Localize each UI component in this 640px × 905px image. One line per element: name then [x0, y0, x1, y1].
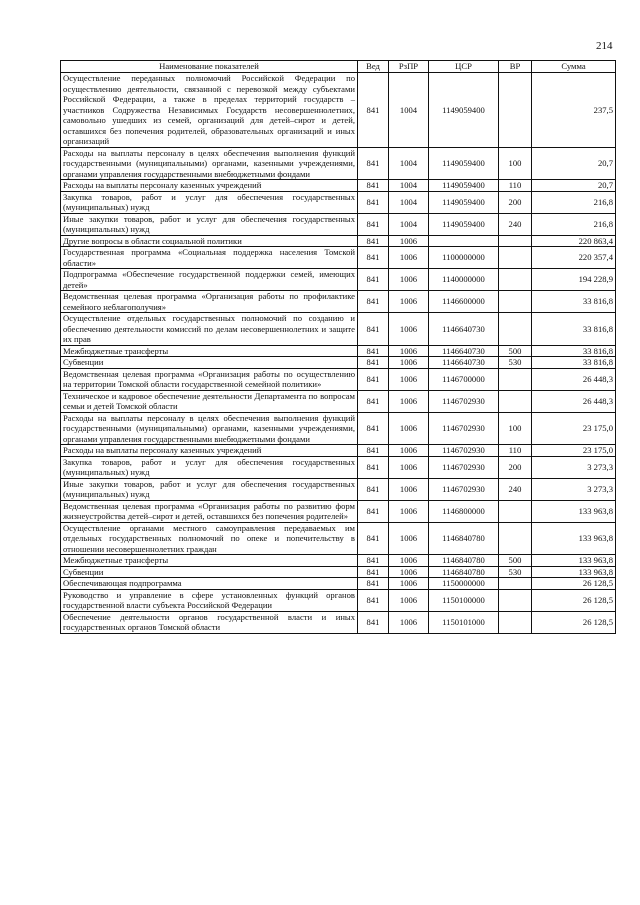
cell-rzpr: 1006 [389, 345, 429, 357]
cell-csr: 1146600000 [429, 291, 499, 313]
cell-csr: 1146840780 [429, 566, 499, 578]
cell-ved: 841 [358, 235, 389, 247]
header-ved: Вед [358, 61, 389, 73]
cell-rzpr: 1006 [389, 390, 429, 412]
cell-ved: 841 [358, 269, 389, 291]
cell-name: Субвенции [61, 357, 358, 369]
cell-ved: 841 [358, 522, 389, 555]
cell-sum: 26 448,3 [532, 390, 616, 412]
cell-name: Иные закупки товаров, работ и услуг для обеспечения государственных (муниципальных) нужд [61, 213, 358, 235]
cell-ved: 841 [358, 390, 389, 412]
cell-csr: 1149059400 [429, 191, 499, 213]
cell-sum: 220 863,4 [532, 235, 616, 247]
table-row [61, 291, 616, 313]
cell-csr [429, 235, 499, 247]
table-row [61, 73, 616, 148]
cell-ved: 841 [358, 191, 389, 213]
table-row [61, 555, 616, 567]
cell-sum: 3 273,3 [532, 478, 616, 500]
cell-rzpr: 1006 [389, 589, 429, 611]
cell-vr [499, 578, 532, 590]
cell-csr: 1149059400 [429, 147, 499, 180]
cell-ved: 841 [358, 589, 389, 611]
cell-name: Техническое и кадровое обеспечение деятельности Департамента по вопросам семьи и детей Томской области [61, 390, 358, 412]
cell-name: Ведомственная целевая программа «Организация работы по развитию форм жизнеустройства детей–сирот и детей, оставшихся без попечения родителей» [61, 500, 358, 522]
cell-sum: 26 128,5 [532, 578, 616, 590]
table-row [61, 522, 616, 555]
page-number: 214 [596, 40, 613, 52]
table-row [61, 412, 616, 445]
cell-rzpr: 1006 [389, 566, 429, 578]
header-name: Наименование показателей [61, 61, 358, 73]
cell-name: Субвенции [61, 566, 358, 578]
cell-vr [499, 313, 532, 346]
cell-csr: 1146702930 [429, 456, 499, 478]
cell-csr: 1100000000 [429, 247, 499, 269]
cell-rzpr: 1004 [389, 73, 429, 148]
cell-sum: 33 816,8 [532, 313, 616, 346]
cell-csr: 1146840780 [429, 555, 499, 567]
cell-name: Обеспечивающая подпрограмма [61, 578, 358, 590]
cell-rzpr: 1006 [389, 368, 429, 390]
cell-ved: 841 [358, 500, 389, 522]
header-rzpr: РзПР [389, 61, 429, 73]
cell-ved: 841 [358, 291, 389, 313]
cell-csr: 1149059400 [429, 73, 499, 148]
cell-csr: 1146702930 [429, 478, 499, 500]
cell-rzpr: 1004 [389, 147, 429, 180]
cell-csr: 1146840780 [429, 522, 499, 555]
table-header [61, 61, 616, 73]
cell-vr: 240 [499, 478, 532, 500]
cell-vr: 200 [499, 456, 532, 478]
table-row [61, 578, 616, 590]
cell-ved: 841 [358, 611, 389, 633]
cell-sum: 26 128,5 [532, 589, 616, 611]
cell-sum: 216,8 [532, 213, 616, 235]
cell-sum: 3 273,3 [532, 456, 616, 478]
cell-name: Закупка товаров, работ и услуг для обеспечения государственных (муниципальных) нужд [61, 456, 358, 478]
cell-name: Осуществление переданных полномочий Российской Федерации по осуществлению деятельности, связанной с перевозкой между субъектами Российской Федерации, а также в пределах территорий государств – участников Содружества Независимых Государств несовершеннолетних, самовольно ушедших из семей, организаций для детей–сирот и детей, оставшихся без попечения родителей, образовательных организаций и иных организаций [61, 73, 358, 148]
cell-rzpr: 1006 [389, 357, 429, 369]
cell-sum: 20,7 [532, 147, 616, 180]
table-row [61, 235, 616, 247]
cell-name: Закупка товаров, работ и услуг для обеспечения государственных (муниципальных) нужд [61, 191, 358, 213]
cell-sum: 33 816,8 [532, 357, 616, 369]
cell-csr: 1150100000 [429, 589, 499, 611]
cell-ved: 841 [358, 357, 389, 369]
cell-rzpr: 1004 [389, 213, 429, 235]
cell-vr: 110 [499, 445, 532, 457]
cell-vr: 200 [499, 191, 532, 213]
cell-rzpr: 1006 [389, 555, 429, 567]
header-row [61, 61, 616, 73]
cell-ved: 841 [358, 180, 389, 192]
cell-name: Расходы на выплаты персоналу в целях обеспечения выполнения функций государственными (муниципальными) органами, казенными учреждениями, органами управления государственными внебюджетными фондами [61, 147, 358, 180]
cell-csr: 1149059400 [429, 213, 499, 235]
cell-sum: 33 816,8 [532, 291, 616, 313]
cell-vr: 500 [499, 345, 532, 357]
table-row [61, 478, 616, 500]
table-row [61, 191, 616, 213]
cell-vr: 530 [499, 566, 532, 578]
cell-csr: 1146640730 [429, 345, 499, 357]
cell-rzpr: 1006 [389, 269, 429, 291]
cell-vr [499, 291, 532, 313]
cell-rzpr: 1006 [389, 235, 429, 247]
cell-rzpr: 1006 [389, 313, 429, 346]
table-row [61, 445, 616, 457]
cell-vr [499, 73, 532, 148]
cell-name: Подпрограмма «Обеспечение государственной поддержки семей, имеющих детей» [61, 269, 358, 291]
table-row [61, 456, 616, 478]
cell-csr: 1146700000 [429, 368, 499, 390]
cell-ved: 841 [358, 147, 389, 180]
cell-name: Межбюджетные трансферты [61, 555, 358, 567]
cell-rzpr: 1004 [389, 191, 429, 213]
cell-csr: 1146640730 [429, 357, 499, 369]
cell-sum: 216,8 [532, 191, 616, 213]
cell-name: Расходы на выплаты персоналу казенных учреждений [61, 445, 358, 457]
cell-csr: 1150000000 [429, 578, 499, 590]
budget-table [60, 60, 616, 634]
table-row [61, 180, 616, 192]
cell-sum: 133 963,8 [532, 522, 616, 555]
cell-sum: 33 816,8 [532, 345, 616, 357]
cell-vr [499, 269, 532, 291]
cell-sum: 26 128,5 [532, 611, 616, 633]
cell-rzpr: 1006 [389, 500, 429, 522]
cell-sum: 237,5 [532, 73, 616, 148]
table-row [61, 247, 616, 269]
cell-name: Другие вопросы в области социальной политики [61, 235, 358, 247]
cell-csr: 1150101000 [429, 611, 499, 633]
cell-name: Осуществление органами местного самоуправления передаваемых им отдельных государственных полномочий по опеке и попечительству в отношении несовершеннолетних граждан [61, 522, 358, 555]
cell-ved: 841 [358, 247, 389, 269]
cell-rzpr: 1006 [389, 412, 429, 445]
cell-rzpr: 1006 [389, 247, 429, 269]
table-row [61, 213, 616, 235]
cell-sum: 133 963,8 [532, 566, 616, 578]
cell-csr: 1140000000 [429, 269, 499, 291]
table-row [61, 147, 616, 180]
cell-vr [499, 589, 532, 611]
cell-sum: 23 175,0 [532, 412, 616, 445]
cell-ved: 841 [358, 313, 389, 346]
cell-vr [499, 235, 532, 247]
cell-vr [499, 611, 532, 633]
cell-vr [499, 368, 532, 390]
cell-vr [499, 390, 532, 412]
cell-ved: 841 [358, 445, 389, 457]
table-row [61, 566, 616, 578]
cell-vr [499, 247, 532, 269]
cell-name: Расходы на выплаты персоналу казенных учреждений [61, 180, 358, 192]
table-row [61, 611, 616, 633]
cell-vr: 110 [499, 180, 532, 192]
cell-ved: 841 [358, 412, 389, 445]
cell-vr [499, 522, 532, 555]
cell-rzpr: 1006 [389, 445, 429, 457]
cell-name: Руководство и управление в сфере установленных функций органов государственной власти субъекта Российской Федерации [61, 589, 358, 611]
cell-ved: 841 [358, 555, 389, 567]
cell-ved: 841 [358, 578, 389, 590]
cell-csr: 1149059400 [429, 180, 499, 192]
cell-vr: 100 [499, 412, 532, 445]
cell-ved: 841 [358, 456, 389, 478]
cell-rzpr: 1006 [389, 522, 429, 555]
header-csr: ЦСР [429, 61, 499, 73]
table-row [61, 345, 616, 357]
cell-sum: 194 228,9 [532, 269, 616, 291]
cell-csr: 1146702930 [429, 390, 499, 412]
table-row [61, 390, 616, 412]
cell-sum: 20,7 [532, 180, 616, 192]
cell-rzpr: 1006 [389, 578, 429, 590]
cell-rzpr: 1006 [389, 456, 429, 478]
cell-csr: 1146800000 [429, 500, 499, 522]
cell-csr: 1146702930 [429, 445, 499, 457]
cell-rzpr: 1006 [389, 478, 429, 500]
header-vr: ВР [499, 61, 532, 73]
cell-name: Государственная программа «Социальная поддержка населения Томской области» [61, 247, 358, 269]
table-body [61, 73, 616, 634]
cell-csr: 1146640730 [429, 313, 499, 346]
cell-vr: 530 [499, 357, 532, 369]
table-row [61, 313, 616, 346]
cell-sum: 23 175,0 [532, 445, 616, 457]
cell-name: Осуществление отдельных государственных полномочий по созданию и обеспечению деятельности комиссий по делам несовершеннолетних и защите их прав [61, 313, 358, 346]
cell-name: Ведомственная целевая программа «Организация работы по осуществлению на территории Томской области государственной семейной политики» [61, 368, 358, 390]
cell-ved: 841 [358, 73, 389, 148]
cell-name: Обеспечение деятельности органов государственной власти и иных государственных органов Томской области [61, 611, 358, 633]
cell-ved: 841 [358, 566, 389, 578]
cell-name: Расходы на выплаты персоналу в целях обеспечения выполнения функций государственными (муниципальными) органами, казенными учреждениями, органами управления государственными внебюджетными фондами [61, 412, 358, 445]
cell-ved: 841 [358, 368, 389, 390]
cell-name: Межбюджетные трансферты [61, 345, 358, 357]
header-sum: Сумма [532, 61, 616, 73]
table-row [61, 368, 616, 390]
cell-vr: 100 [499, 147, 532, 180]
cell-sum: 220 357,4 [532, 247, 616, 269]
cell-name: Ведомственная целевая программа «Организация работы по профилактике семейного неблагополучия» [61, 291, 358, 313]
table-row [61, 357, 616, 369]
cell-vr [499, 500, 532, 522]
cell-rzpr: 1006 [389, 611, 429, 633]
table-row [61, 500, 616, 522]
cell-rzpr: 1006 [389, 291, 429, 313]
cell-ved: 841 [358, 345, 389, 357]
cell-vr: 500 [499, 555, 532, 567]
table-row [61, 269, 616, 291]
cell-sum: 26 448,3 [532, 368, 616, 390]
cell-vr: 240 [499, 213, 532, 235]
cell-ved: 841 [358, 478, 389, 500]
cell-ved: 841 [358, 213, 389, 235]
cell-name: Иные закупки товаров, работ и услуг для обеспечения государственных (муниципальных) нужд [61, 478, 358, 500]
cell-sum: 133 963,8 [532, 555, 616, 567]
table-row [61, 589, 616, 611]
cell-rzpr: 1004 [389, 180, 429, 192]
cell-csr: 1146702930 [429, 412, 499, 445]
cell-sum: 133 963,8 [532, 500, 616, 522]
